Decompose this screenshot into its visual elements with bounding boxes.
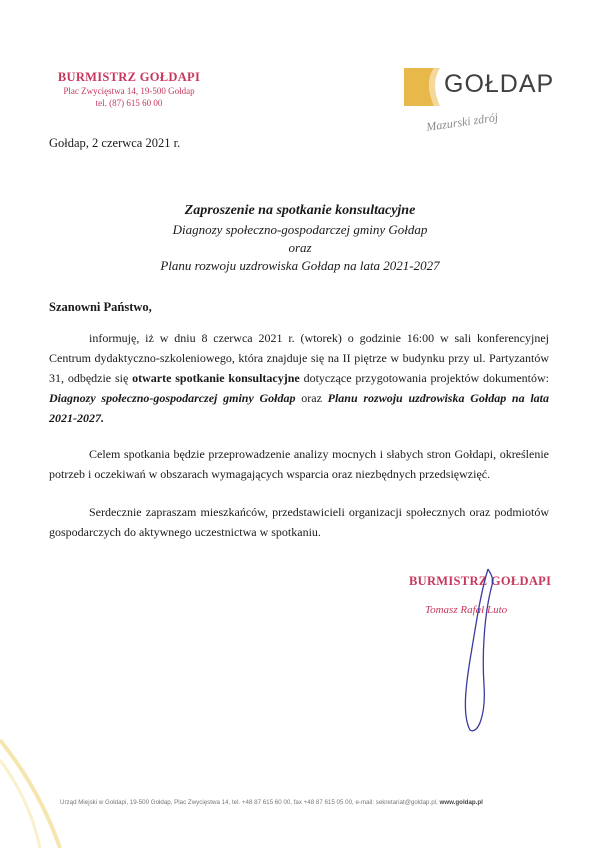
decorative-corner-icon: [0, 700, 90, 848]
footer-website-link[interactable]: www.goldap.pl: [439, 799, 483, 806]
letterhead-title: BURMISTRZ GOŁDAPI: [57, 70, 201, 84]
letter-heading-line2: Diagnozy społeczno-gospodarczej gminy Gołdap: [172, 222, 428, 237]
letter-date: Gołdap, 2 czerwca 2021 r.: [49, 136, 181, 150]
signature-name: Tomasz Rafał Luto: [425, 604, 508, 616]
footer: [60, 799, 560, 806]
p1-text-c: dotyczące przygotowania projektów dokumentów:: [299, 371, 549, 385]
logo-text: GOŁDAP: [444, 70, 555, 98]
letterhead-address: Plac Zwycięstwa 14, 19-500 Gołdap: [63, 86, 195, 96]
signature-title: BURMISTRZ GOŁDAPI: [409, 574, 552, 588]
body-paragraph-2: [49, 444, 549, 484]
p2-text: Celem spotkania będzie przeprowadzenie analizy mocnych i słabych stron Gołdapi, określenie potrzeb i oczekiwań w obszarach wymagających wsparcia oraz niezbędnych przedsięwzięć.: [49, 447, 549, 481]
p1-doc-2: Planu rozwoju uzdrowiska Gołdap na lata 2021-2027.: [49, 391, 549, 425]
body-paragraph-3: [49, 502, 549, 542]
p1-text-a: informuję, iż w dniu 8 czerwca 2021 r. (wtorek) o godzinie 16:00 w sali konferencyjnej Centrum dydaktyczno-szkoleniowego, która znajduje się na II piętrze w budynku przy ul. Partyzantów 31, odbędzie się: [49, 331, 549, 385]
p1-text-e: oraz: [295, 391, 328, 405]
letter-heading-line4: Planu rozwoju uzdrowiska Gołdap na lata 2021-2027: [160, 258, 440, 273]
handwritten-signature-icon: [440, 565, 520, 735]
body-paragraph-1: [49, 328, 549, 428]
footer-contact: Urząd Miejski w Gołdapi, 19-500 Gołdap, Plac Zwycięstwa 14, tel. +48 87 615 60 00, fax +48 87 615 05 00, e-mail: sekretariat@goldap.pl,: [60, 799, 440, 806]
letterhead-phone: tel. (87) 615 60 00: [95, 98, 163, 108]
salutation: Szanowni Państwo,: [49, 300, 152, 314]
logo-tagline: Mazurski zdrój: [425, 110, 499, 134]
letter-heading-title: Zaproszenie na spotkanie konsultacyjne: [184, 203, 416, 218]
letter-heading-line3: oraz: [288, 240, 312, 255]
p1-doc-1: Diagnozy społeczno-gospodarczej gminy Gołdap: [49, 391, 296, 405]
p1-text-bold: otwarte spotkanie konsultacyjne: [132, 371, 300, 385]
p3-text: Serdecznie zapraszam mieszkańców, przedstawicieli organizacji społecznych oraz podmiotów gospodarczych do aktywnego uczestnictwa w spotkaniu.: [49, 505, 549, 539]
